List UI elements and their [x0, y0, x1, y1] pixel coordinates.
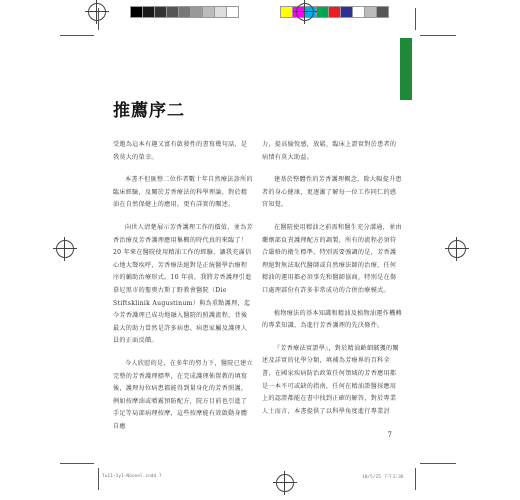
paragraph: 『芳香療法實證學』，對於精油齡細膩獲的闡述及詳實的化學分類，填補為芳療界的百科全書，在國家疾病防治政策任何領域的芳香應用都是一本不可或缺的指南，任何在精油證醫採應用上的認證都能在書中找到正確的解答，對於專業人士而言，本書提供了以科學角度進行專業討 — [262, 344, 399, 415]
registration-mark-icon — [56, 240, 74, 258]
page-number: 7 — [387, 431, 392, 439]
color-swatch — [376, 6, 389, 18]
right-column — [262, 139, 402, 428]
page-title: 推薦序二 — [113, 101, 185, 121]
crop-mark — [60, 35, 94, 36]
paragraph: 受邀為這本有趣又富有啟發性的書寫幾句話，是我莫大的榮幸。 — [113, 141, 248, 161]
paragraph: 植物療法的基本知識和精油及植物油運作機轉的專業知識，為進行芳香護理的先決條件。 — [262, 309, 402, 330]
registration-mark-icon — [88, 3, 106, 21]
crop-mark — [98, 468, 99, 490]
crop-mark — [60, 463, 94, 464]
footer-file-name: Tu11-1y1-Nöseel.indd 7 — [102, 474, 162, 479]
paragraph: 向世人清楚展示芳香護理工作的價值，並為芳香治療及芳香護理應用集概的時代真的來臨了！20 年來在醫院使用精油工作的經驗，讓我充滿信心地大聲疾呼，芳香療法絕對是正統醫學治療程序的輔助治療形式。10 年前，我將芳香護理引進慕尼黑市的聖奧古斯丁野教會醫院（Die Stiftsklinik Augustinum）與為重點護理，迄今芳香護理已成功地融入醫院的照護流程，背後最大的助力當然是許多病患、病患家屬及護理人員的正面反饋。 — [113, 223, 253, 345]
color-bar — [130, 6, 390, 18]
crop-mark — [420, 35, 456, 36]
registration-mark-icon — [448, 240, 466, 258]
paragraph: 本書不但匯整二位作者數十年自然療法診所的臨床經驗，及闡於芳香療法的科學理論，對於精油在自然保健上的應用，更有詳實的闡述。 — [113, 176, 253, 209]
crop-mark — [98, 8, 99, 30]
registration-mark-icon — [296, 3, 314, 21]
left-column — [113, 139, 253, 443]
paragraph: 建基於整體性的芳香護理概念，除大幅提升患者的身心健康，更逐漸了解每一位工作同仁的感官知覺。 — [262, 176, 402, 209]
chapter-tab — [400, 38, 412, 100]
paragraph: 今人欣慰的是，在多年的努力下，醫院已建立完整的芳香護理標準，在完成護理佈置教的填寫後，護理每位病患都能得到量身化的芳香照護，例如按摩油或噴霧預防配方，院方目前也引進了手足等局部病理按摩，這些按摩能有效啟動身體自癒 — [113, 359, 253, 430]
registration-mark-icon — [276, 474, 294, 492]
paragraph: 力，提高愉悅感，放鬆，臨床上證實對於患者的病情有莫大助益。 — [262, 141, 397, 161]
crop-mark — [420, 463, 456, 464]
footer-timestamp: 10/5/25 下午1:36 — [362, 475, 404, 480]
crop-mark — [415, 468, 416, 490]
color-swatch — [226, 6, 239, 18]
paragraph: 在醫院使用精油之前需和醫生充分溝通，並由藥劑部負責護理配方的調製，所有的流程必須符合嚴格的衛生標準，特別需要強調的是，芳香護理絕對無法取代醫師或自然療法師的治療，任何精油的運用都必須事先和醫師協商，特別是在傷口處理部份有許多非常成功的合併治療模式。 — [262, 223, 402, 294]
crop-mark — [415, 8, 416, 30]
